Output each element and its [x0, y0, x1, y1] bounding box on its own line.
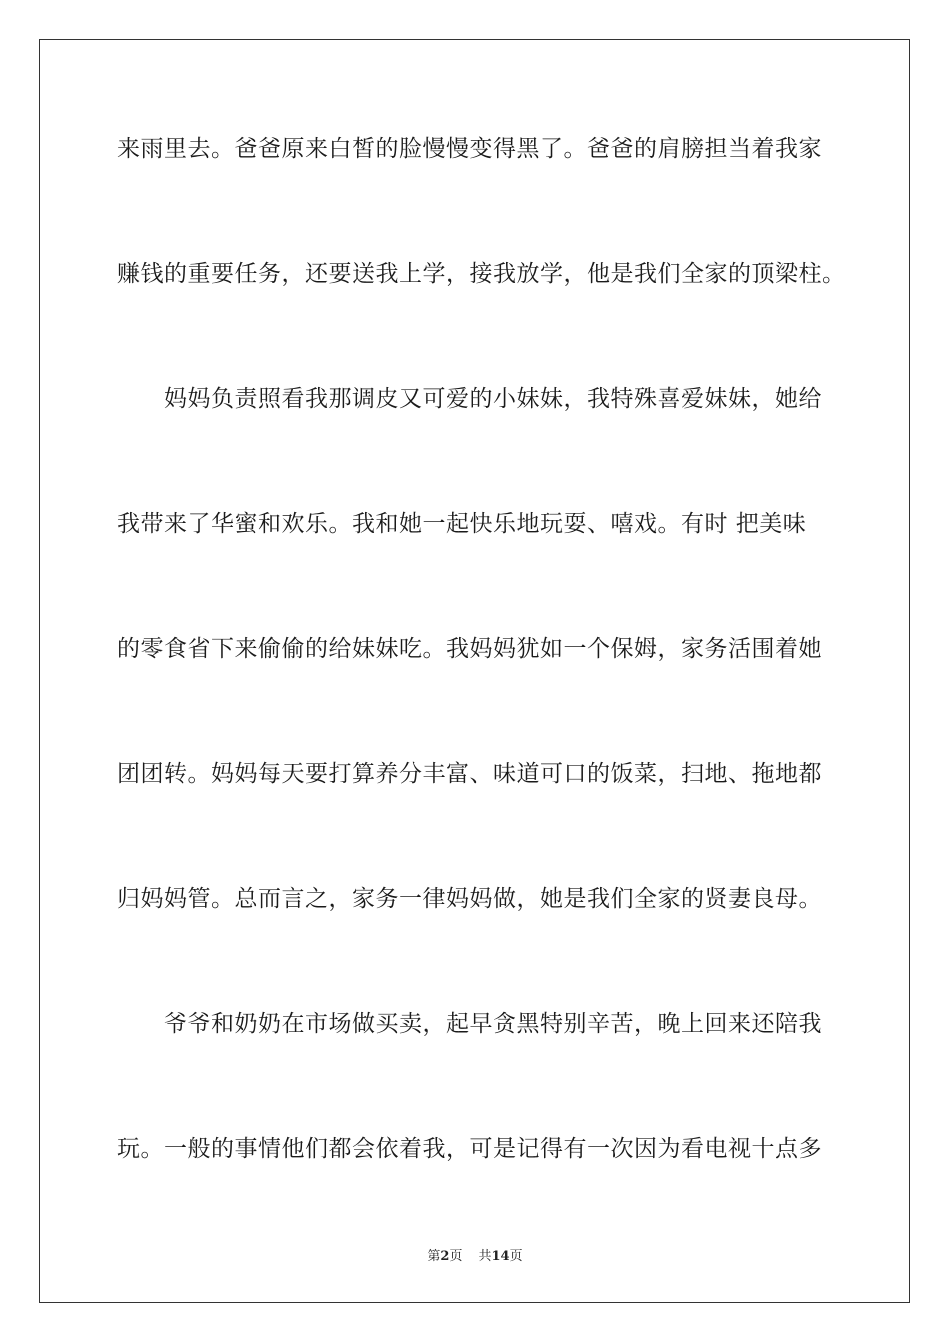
text-line-5: 的零食省下来偷偷的给妹妹吃。我妈妈犹如一个保姆，家务活围着她: [117, 636, 822, 662]
text-line-7: 归妈妈管。总而言之，家务一律妈妈做，她是我们全家的贤妻良母。: [117, 886, 822, 912]
text-line-2: 赚钱的重要任务，还要送我上学，接我放学，他是我们全家的顶梁柱。: [117, 261, 846, 287]
total-pages: 14: [491, 1249, 510, 1264]
total-label-suffix: 页: [509, 1249, 523, 1264]
page-footer: [0, 1248, 950, 1266]
text-line-4: 我带来了华蜜和欢乐。我和她一起快乐地玩耍、嘻戏。有时 把美味: [117, 511, 807, 537]
text-line-9: 玩。一般的事情他们都会依着我，可是记得有一次因为看电视十点多: [117, 1136, 822, 1162]
page-label-prefix: 第: [427, 1249, 441, 1264]
text-line-1: 来雨里去。爸爸原来白皙的脸慢慢变得黑了。爸爸的肩膀担当着我家: [117, 136, 822, 162]
text-line-3: 妈妈负责照看我那调皮又可爱的小妹妹，我特殊喜爱妹妹，她给: [117, 386, 822, 412]
text-line-8: 爷爷和奶奶在市场做买卖，起早贪黑特别辛苦，晚上回来还陪我: [117, 1011, 822, 1037]
text-line-6: 团团转。妈妈每天要打算养分丰富、味道可口的饭菜，扫地、拖地都: [117, 761, 822, 787]
total-label-prefix: 共: [478, 1249, 492, 1264]
page-number: 2: [440, 1249, 450, 1264]
page-label-suffix: 页: [449, 1249, 463, 1264]
page-border: [39, 39, 910, 1303]
